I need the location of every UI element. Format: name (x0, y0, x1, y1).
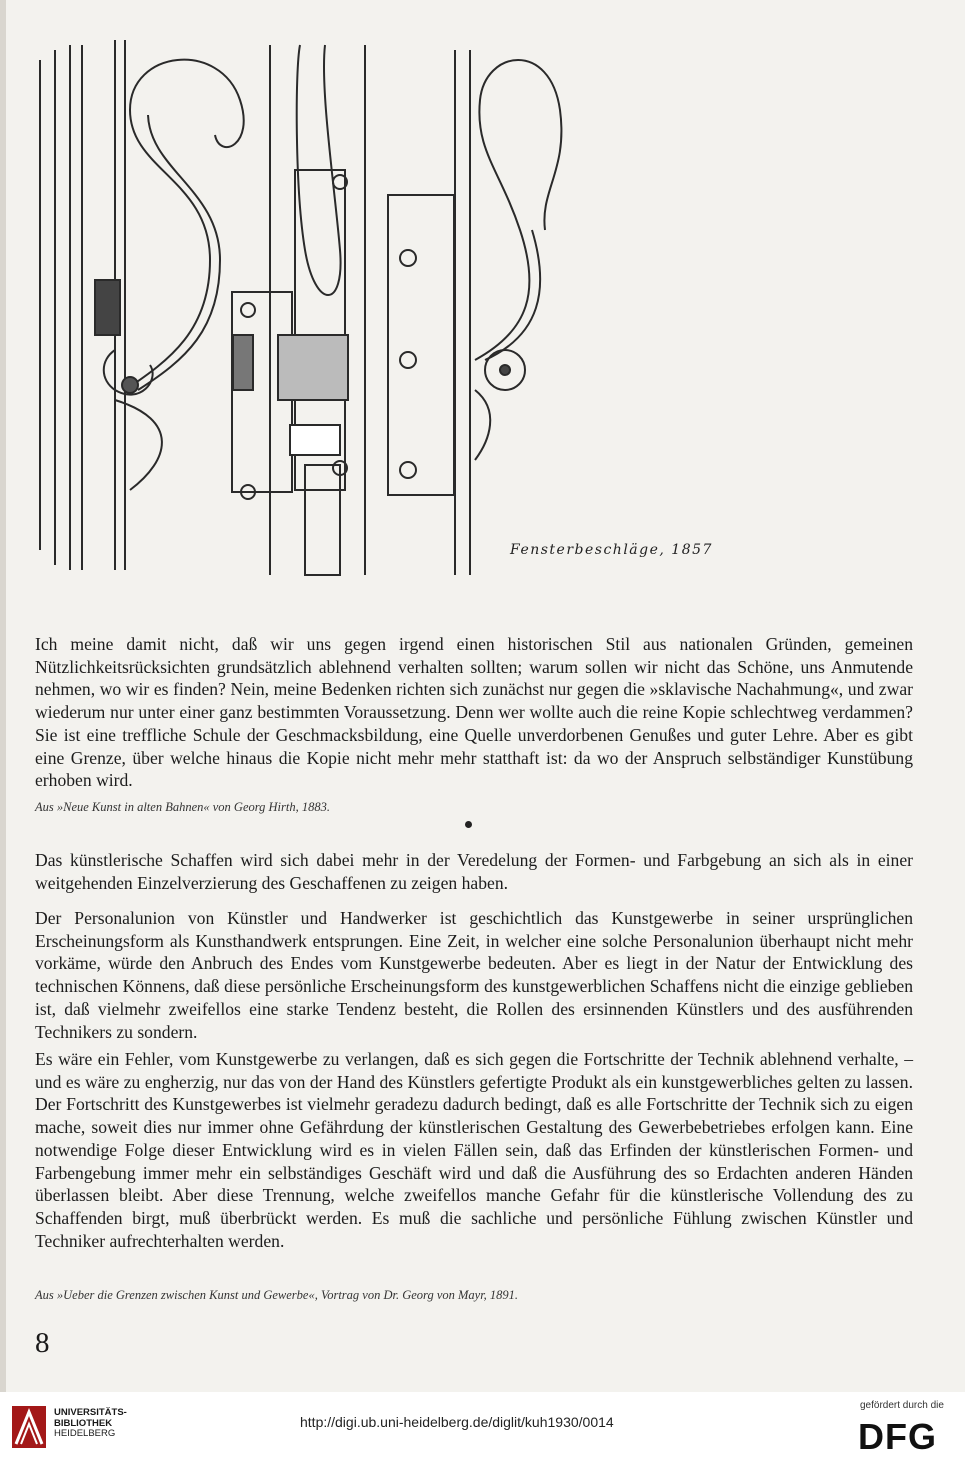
funding-label: gefördert durch die (860, 1400, 944, 1411)
library-name-line-2: BIBLIOTHEK (54, 1417, 113, 1429)
source-url-link[interactable]: http://digi.ub.uni-heidelberg.de/diglit/kuh1930/0014 (300, 1414, 614, 1430)
page-edge (0, 0, 6, 1400)
dfg-logo[interactable]: DFG (858, 1416, 937, 1457)
window-fittings-illustration (20, 30, 740, 590)
page-number: 8 (35, 1327, 50, 1359)
source-citation-2: Aus »Ueber die Grenzen zwischen Kunst und Gewerbe«, Vortrag von Dr. Georg von Mayr, 1891. (35, 1288, 519, 1302)
paragraph-2: Das künstlerische Schaffen wird sich dabei mehr in der Veredelung der Formen- und Farbgebung an sich als in einer weitgehenden Einzelverzierung des Geschaffenen zu zeigen haben. (35, 850, 913, 893)
paragraph-1: Ich meine damit nicht, daß wir uns gegen irgend einen historischen Stil aus nationalen Gründen, gemeinen Nützlichkeitsrücksichten grundsätzlich ablehnend verhalten sollten; warum sollen wir nicht das Schöne, uns Anmutende nehmen, wo wir es finden? Nein, meine Bedenken richten sich zunächst nur gegen die »sklavische Nachahmung«, und zwar wiederum nur unter einer ganz bestimmten Voraussetzung. Denn wer wollte auch die reine Kopie schlechtweg verdammen? Sie ist eine treffliche Schule der Geschmacksbildung, eine Quelle unverdorbenen Genußes und guter Lehre. Aber es gibt eine Grenze, über welche hinaus die Kopie nicht mehr mehr statthaft ist: da wo der Anspruch selbständiger Kunstübung erhoben wird. (35, 634, 913, 791)
figure-caption: Fensterbeschläge, 1857 (510, 542, 713, 558)
paragraph-3: Der Personalunion von Künstler und Handwerker ist geschichtlich das Kunstgewerbe in seiner ursprünglichen Erscheinungsform als Kunsthandwerk entsprungen. Eine Zeit, in welcher eine solche Personalunion überhaupt nicht mehr vorkäme, würde den Anbruch des Endes vom Kunstgewerbe bedeuten. Aber es liegt in der Natur der Entwicklung des technischen Könnens, daß diese persönliche Erscheinungsform des kunstgewerblichen Schaffens nicht die einzige geblieben ist, daß vielmehr zweifellos eine starke Tendenz besteht, die Rollen des ersinnenden Künstlers und des ausführenden Technikers zu sondern. (35, 908, 913, 1042)
source-citation-1: Aus »Neue Kunst in alten Bahnen« von Georg Hirth, 1883. (35, 800, 330, 814)
footer-bar (0, 1392, 965, 1463)
library-name-line-1: UNIVERSITÄTS- (54, 1407, 127, 1418)
library-name-line-3: HEIDELBERG (54, 1428, 116, 1439)
library-logo-icon[interactable] (10, 1404, 48, 1450)
paragraph-4: Es wäre ein Fehler, vom Kunstgewerbe zu verlangen, daß es sich gegen die Fortschritte der Technik ablehnend verhalte, – und es wäre zu engherzig, nur das von der Hand des Künstlers gefertigte Produkt als ein kunstgewerbliches gelten zu lassen. Der Fortschritt des Kunstgewerbes ist vielmehr geradezu dadurch bedingt, daß es alle Fortschritte der Technik sich zu eigen mache, soweit dies nur immer ohne Gefährdung der künstlerischen Gestaltung des Gewerbebetriebes erfolgen kann. Eine notwendige Folge dieser Entwicklung wird es in vielen Fällen sein, daß das Erfinden der künstlerischen Formen- und Farbengebung immer mehr ein selbständiges Geschäft wird und daß die Ausführung des so Erdachten anderen Händen überlassen bleibt. Aber diese Trennung, welche zweifellos manche Gefahr für die künstlerische Vollendung des zu Schaffenden birgt, muß überbrückt werden. Es muß die sachliche und persönliche Fühlung zwischen Künstler und Techniker aufrechterhalten werden. (35, 1049, 913, 1251)
library-name[interactable] (54, 1408, 127, 1440)
section-separator-dot (465, 821, 472, 828)
